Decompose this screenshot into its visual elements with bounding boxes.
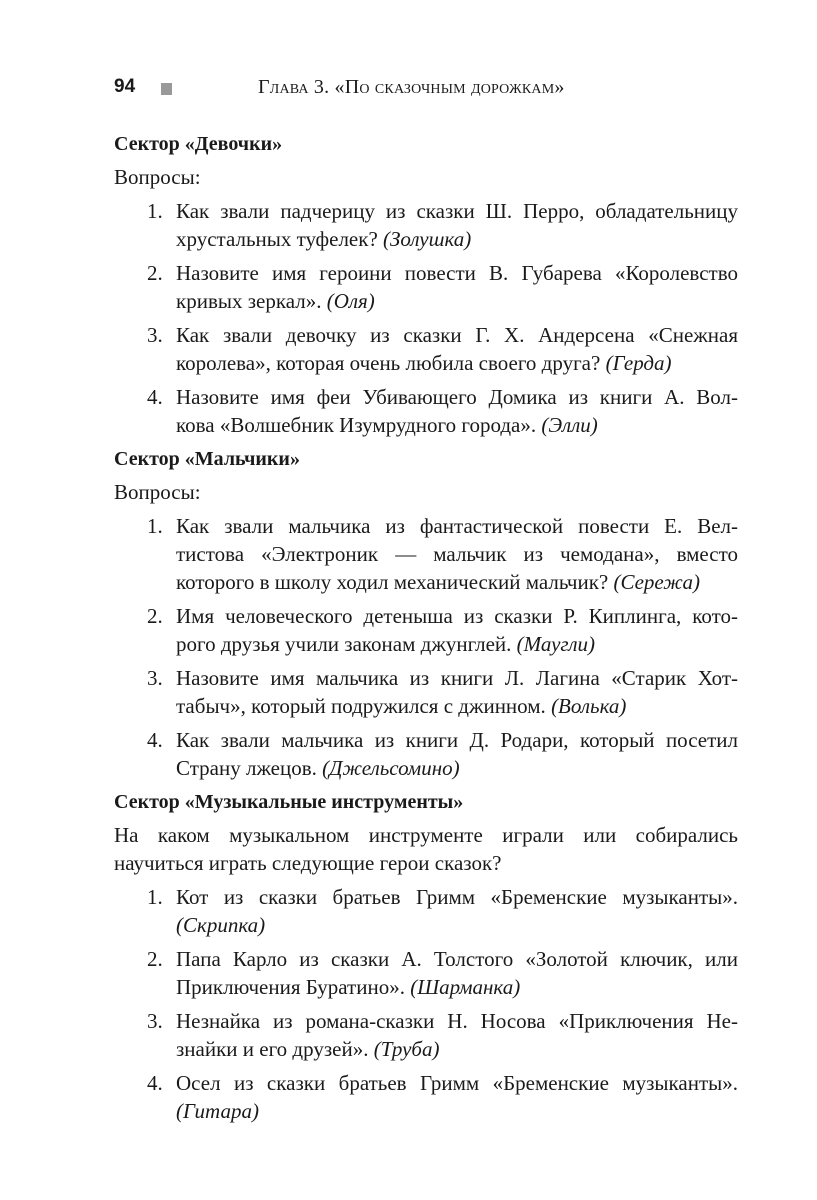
question-line <box>176 197 738 225</box>
question-text: хрустальных туфелек? <box>176 227 378 251</box>
answer: (Гитара) <box>176 1099 259 1123</box>
question-text: королева», которая очень любила своего друга? <box>176 351 601 375</box>
page-number: 94 <box>114 76 136 97</box>
question-number: 4. <box>147 728 163 752</box>
question-text: Папа Карло из сказки А. Толстого «Золотой ключик, или <box>176 947 738 971</box>
question-line <box>176 321 738 349</box>
question-text: Осел из сказки братьев Гримм «Бременские музыканты». <box>176 1071 738 1095</box>
answer: (Оля) <box>326 289 375 313</box>
question-item <box>114 726 738 782</box>
question-line <box>176 754 738 782</box>
question-line <box>176 602 738 630</box>
question-number: 2. <box>147 261 163 285</box>
section-title: Сектор «Мальчики» <box>114 448 300 470</box>
question-line <box>176 259 738 287</box>
answer: (Труба) <box>373 1037 440 1061</box>
lead-line: научиться играть следующие герои сказок? <box>114 851 502 875</box>
question-list <box>114 512 738 782</box>
question-text: Незнайка из романа-сказки Н. Носова «Приключения Не- <box>176 1009 738 1033</box>
question-text: рого друзья учили законам джунглей. <box>176 632 512 656</box>
question-number: 1. <box>147 199 163 223</box>
question-number: 4. <box>147 1071 163 1095</box>
lead-line: На каком музыкальном инструменте играли или собирались <box>114 823 738 847</box>
question-number: 2. <box>147 947 163 971</box>
question-number: 2. <box>147 604 163 628</box>
page-body <box>114 130 738 1131</box>
question-number: 1. <box>147 514 163 538</box>
question-item <box>114 512 738 596</box>
question-line <box>176 973 738 1001</box>
question-item <box>114 1069 738 1125</box>
question-text: Как звали падчерицу из сказки Ш. Перро, обладательницу <box>176 199 738 223</box>
question-list <box>114 883 738 1125</box>
question-text: табыч», который подружился с джинном. <box>176 694 546 718</box>
lead-line: Вопросы: <box>114 165 201 189</box>
question-item <box>114 664 738 720</box>
question-item <box>114 602 738 658</box>
question-text: Как звали мальчика из фантастической повести Е. Вел- <box>176 514 738 538</box>
question-text: тистова «Электроник — мальчик из чемодана», вместо <box>176 542 738 566</box>
section <box>114 445 738 782</box>
question-item <box>114 383 738 439</box>
question-text: Имя человеческого детеныша из сказки Р. Киплинга, кото- <box>176 604 738 628</box>
answer: (Герда) <box>605 351 672 375</box>
question-item <box>114 883 738 939</box>
question-item <box>114 321 738 377</box>
question-text: кова «Волшебник Изумрудного города». <box>176 413 537 437</box>
question-text: знайки и его друзей». <box>176 1037 369 1061</box>
question-line <box>176 1069 738 1097</box>
answer: (Элли) <box>541 413 598 437</box>
question-line <box>176 1007 738 1035</box>
question-text: кривых зеркал». <box>176 289 322 313</box>
question-text: Кот из сказки братьев Гримм «Бременские музыканты». <box>176 885 738 909</box>
running-header <box>114 76 738 104</box>
section <box>114 788 738 1125</box>
answer: (Золушка) <box>383 227 472 251</box>
question-line <box>176 726 738 754</box>
question-line <box>176 664 738 692</box>
question-line <box>176 883 738 911</box>
question-text: Назовите имя феи Убивающего Домика из книги А. Вол- <box>176 385 738 409</box>
question-text: Назовите имя мальчика из книги Л. Лагина «Старик Хот- <box>176 666 738 690</box>
answer: (Джельсомино) <box>322 756 460 780</box>
question-line <box>176 287 738 315</box>
question-line <box>176 1097 738 1125</box>
answer: (Сережа) <box>613 570 700 594</box>
question-line <box>176 692 738 720</box>
section-title: Сектор «Музыкальные инструменты» <box>114 791 464 813</box>
question-line <box>176 411 738 439</box>
question-line <box>176 349 738 377</box>
question-list <box>114 197 738 439</box>
question-line <box>176 945 738 973</box>
question-text: Страну лжецов. <box>176 756 317 780</box>
answer: (Скрипка) <box>176 913 266 937</box>
answer: (Маугли) <box>516 632 595 656</box>
question-line <box>176 225 738 253</box>
running-title: Глава 3. «По сказочным дорожкам» <box>258 76 565 98</box>
answer: (Волька) <box>551 694 627 718</box>
question-line <box>176 630 738 658</box>
square-marker-icon <box>161 83 172 95</box>
question-text: Как звали девочку из сказки Г. Х. Андерсена «Снежная <box>176 323 738 347</box>
section-title: Сектор «Девочки» <box>114 133 283 155</box>
section-lead <box>114 163 738 191</box>
question-text: которого в школу ходил механический мальчик? <box>176 570 609 594</box>
question-line <box>176 911 738 939</box>
question-number: 3. <box>147 1009 163 1033</box>
question-number: 3. <box>147 666 163 690</box>
question-number: 4. <box>147 385 163 409</box>
section <box>114 130 738 439</box>
section-lead <box>114 478 738 506</box>
question-line <box>176 383 738 411</box>
question-item <box>114 259 738 315</box>
question-number: 3. <box>147 323 163 347</box>
question-item <box>114 945 738 1001</box>
question-text: Как звали мальчика из книги Д. Родари, который посетил <box>176 728 738 752</box>
question-item <box>114 1007 738 1063</box>
question-line <box>176 540 738 568</box>
lead-line: Вопросы: <box>114 480 201 504</box>
question-item <box>114 197 738 253</box>
question-line <box>176 512 738 540</box>
answer: (Шарманка) <box>410 975 521 999</box>
question-line <box>176 568 738 596</box>
section-lead <box>114 821 738 877</box>
question-line <box>176 1035 738 1063</box>
question-text: Приключения Буратино». <box>176 975 405 999</box>
question-number: 1. <box>147 885 163 909</box>
question-text: Назовите имя героини повести В. Губарева «Королевство <box>176 261 738 285</box>
